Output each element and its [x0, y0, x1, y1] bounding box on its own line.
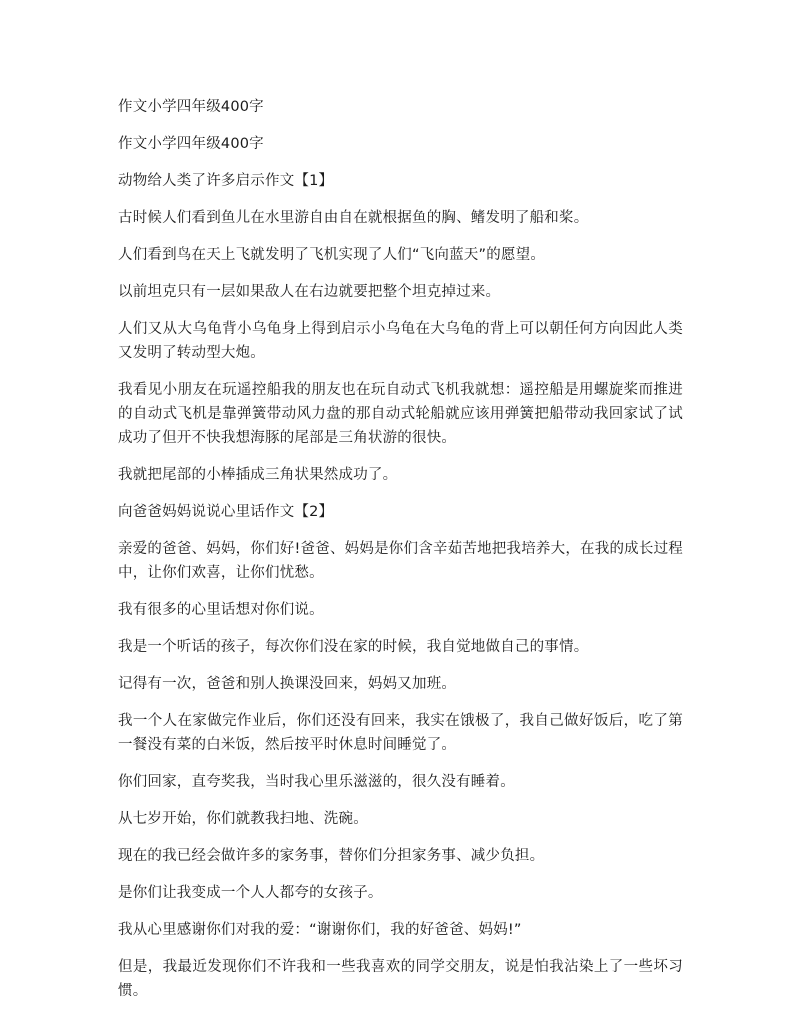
- paragraph: 记得有一次，爸爸和别人换课没回来，妈妈又加班。: [118, 676, 457, 692]
- paragraph: 我是一个听话的孩子，每次你们没在家的时候，我自觉地做自己的事情。: [118, 639, 589, 655]
- essay-1-heading: 动物给人类了许多启示作文【1】: [118, 173, 334, 189]
- paragraph: 现在的我已经会做许多的家务事，替你们分担家务事、减少负担。: [118, 848, 545, 864]
- document-title: 作文小学四年级400字: [118, 99, 264, 115]
- document-subtitle: 作文小学四年级400字: [118, 136, 264, 152]
- paragraph: 亲爱的爸爸、妈妈，你们好!爸爸、妈妈是你们含辛茹苦地把我培养大，在我的成长过程中，让你们欢喜，让你们忧愁。: [118, 541, 683, 581]
- paragraph: 以前坦克只有一层如果敌人在右边就要把整个坦克掉过来。: [118, 284, 501, 300]
- paragraph: 我看见小朋友在玩遥控船我的朋友也在玩自动式飞机我就想：遥控船是用螺旋桨而推进的自动式飞机是靠弹簧带动风力盘的那自动式轮船就应该用弹簧把船带动我回家试了试成功了但开不快我想海豚的尾部是三角状游的很快。: [118, 382, 683, 446]
- paragraph: 你们回家，直夸奖我，当时我心里乐滋滋的，很久没有睡着。: [118, 774, 515, 790]
- paragraph: 人们又从大乌龟背小乌龟身上得到启示小乌龟在大乌龟的背上可以朝任何方向因此人类又发明了转动型大炮。: [118, 321, 683, 361]
- paragraph: 我从心里感谢你们对我的爱：“谢谢你们，我的好爸爸、妈妈!”: [118, 922, 522, 938]
- paragraph: 从七岁开始，你们就教我扫地、洗碗。: [118, 811, 368, 827]
- paragraph: 但是，我最近发现你们不许我和一些我喜欢的同学交朋友，说是怕我沾染上了一些坏习惯。: [118, 959, 683, 999]
- paragraph: 古时候人们看到鱼儿在水里游自由自在就根据鱼的胸、鳍发明了船和桨。: [118, 210, 589, 226]
- paragraph: 人们看到鸟在天上飞就发明了飞机实现了人们“飞向蓝天”的愿望。: [118, 247, 546, 263]
- paragraph: 是你们让我变成一个人人都夸的女孩子。: [118, 885, 383, 901]
- paragraph: 我就把尾部的小棒插成三角状果然成功了。: [118, 467, 398, 483]
- paragraph: 我一个人在家做完作业后，你们还没有回来，我实在饿极了，我自己做好饭后，吃了第一餐没有菜的白米饭，然后按平时休息时间睡觉了。: [118, 713, 683, 753]
- paragraph: 我有很多的心里话想对你们说。: [118, 602, 324, 618]
- document-page: [118, 95, 683, 1016]
- essay-2-heading: 向爸爸妈妈说说心里话作文【2】: [118, 504, 334, 520]
